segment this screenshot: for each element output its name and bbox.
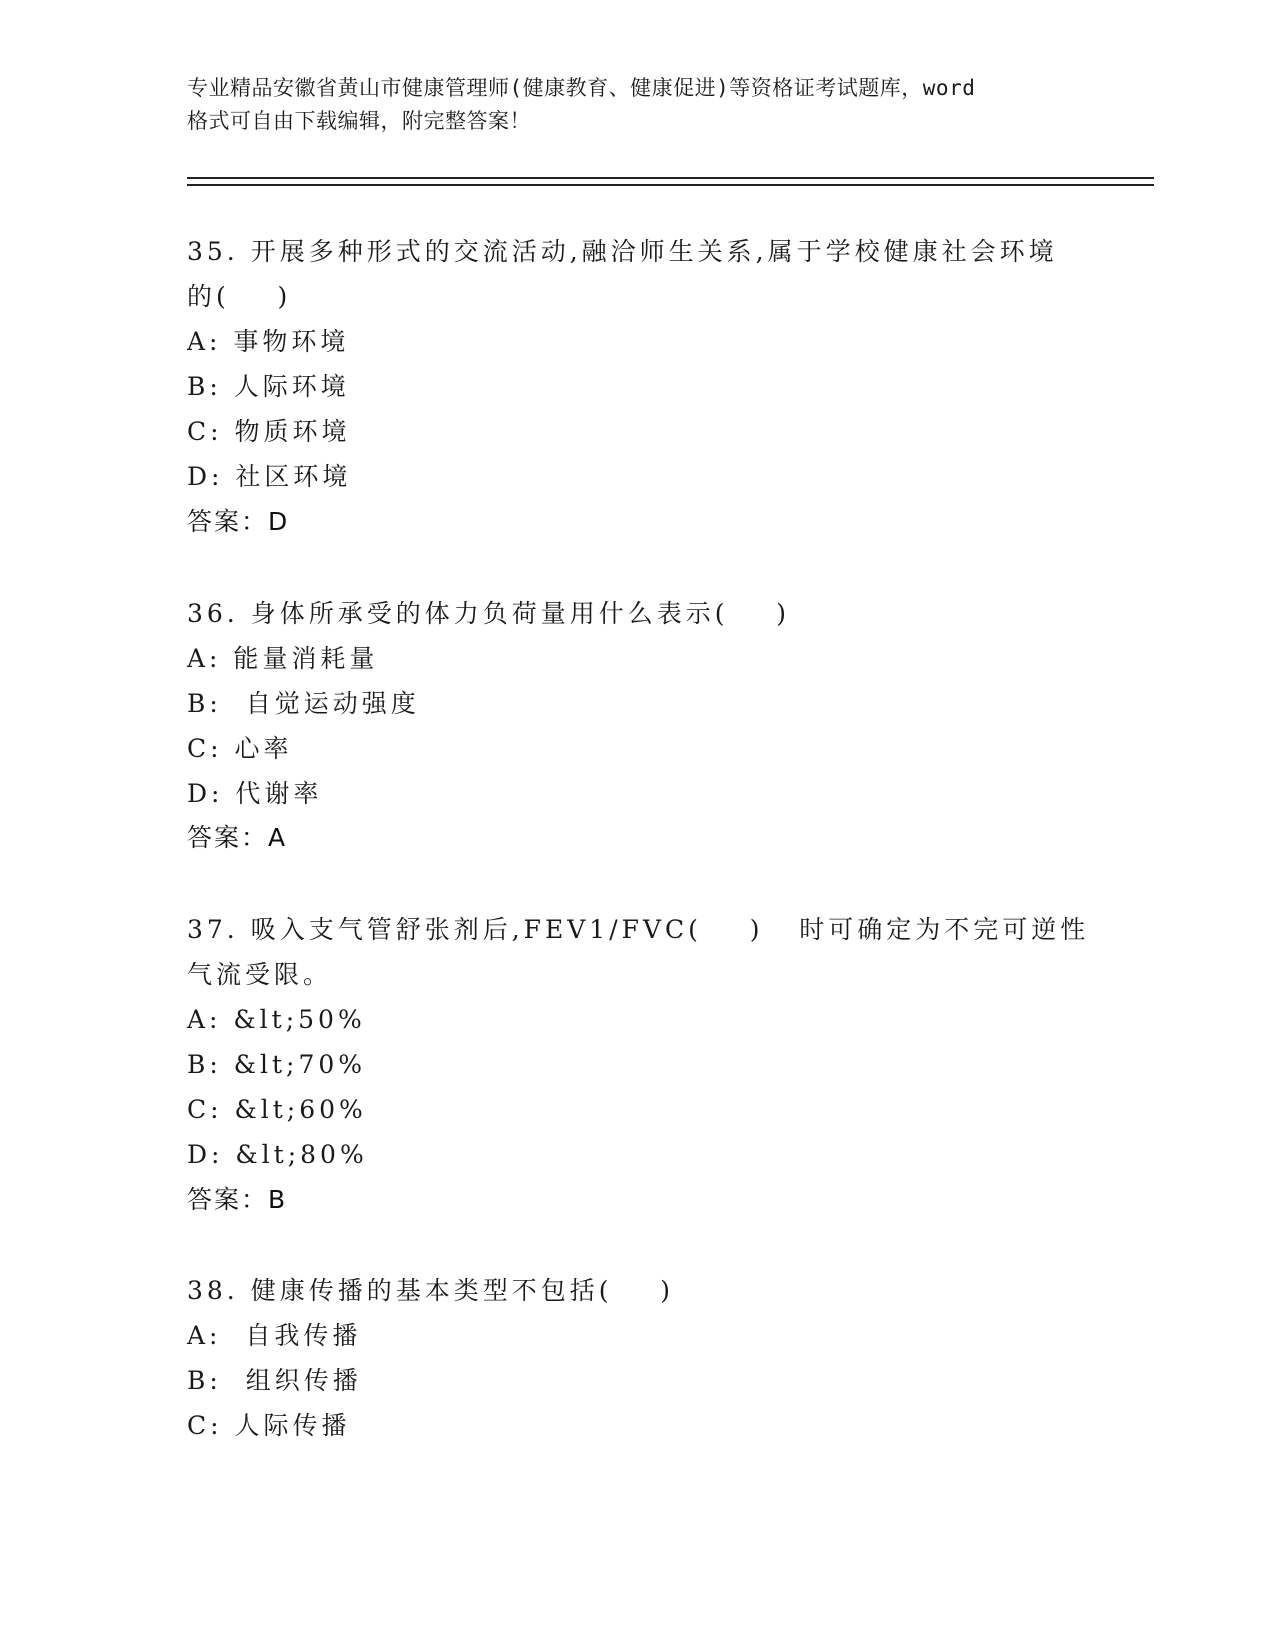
question-35-option-a: A: 事物环境 [187,327,350,356]
question-38-option-b: B: 组织传播 [187,1366,362,1395]
question-36-answer: 答案：A [187,823,288,852]
question-37-option-a: A: &lt;50% [187,1005,366,1034]
question-37-stem-line-2: 气流受限。 [187,960,333,989]
header-line-2: 格式可自由下载编辑，附完整答案！ [187,109,531,133]
header-divider-top [187,177,1154,179]
question-37-stem-line-1: 37. 吸入支气管舒张剂后,FEV1/FVC( ) 时可确定为不完可逆性 [187,915,1090,944]
header-divider-bottom [187,184,1154,186]
question-37-option-d: D: &lt;80% [187,1140,368,1169]
question-38-option-c: C: 人际传播 [187,1411,351,1440]
question-35-stem-line-2: 的( ) [187,282,292,311]
question-36-option-b: B: 自觉运动强度 [187,689,420,718]
question-36-option-c: C: 心率 [187,734,293,763]
question-35-answer: 答案：D [187,507,290,536]
question-35-option-c: C: 物质环境 [187,417,351,446]
question-35-option-b: B: 人际环境 [187,372,350,401]
question-36-option-a: A: 能量消耗量 [187,644,379,673]
question-38-stem-line-1: 38. 健康传播的基本类型不包括( ) [187,1276,675,1305]
question-36-option-d: D: 代谢率 [187,779,323,808]
question-37-option-c: C: &lt;60% [187,1095,367,1124]
document-header [187,72,1087,138]
question-36-stem-line-1: 36. 身体所承受的体力负荷量用什么表示( ) [187,599,791,628]
question-38-option-a: A: 自我传播 [187,1321,362,1350]
question-35-option-d: D: 社区环境 [187,462,352,491]
question-37-option-b: B: &lt;70% [187,1050,367,1079]
header-line-1: 专业精品安徽省黄山市健康管理师(健康教育、健康促进)等资格证考试题库，word [187,76,976,100]
question-37-answer: 答案：B [187,1185,288,1214]
question-35-stem-line-1: 35. 开展多种形式的交流活动,融洽师生关系,属于学校健康社会环境 [187,237,1058,266]
